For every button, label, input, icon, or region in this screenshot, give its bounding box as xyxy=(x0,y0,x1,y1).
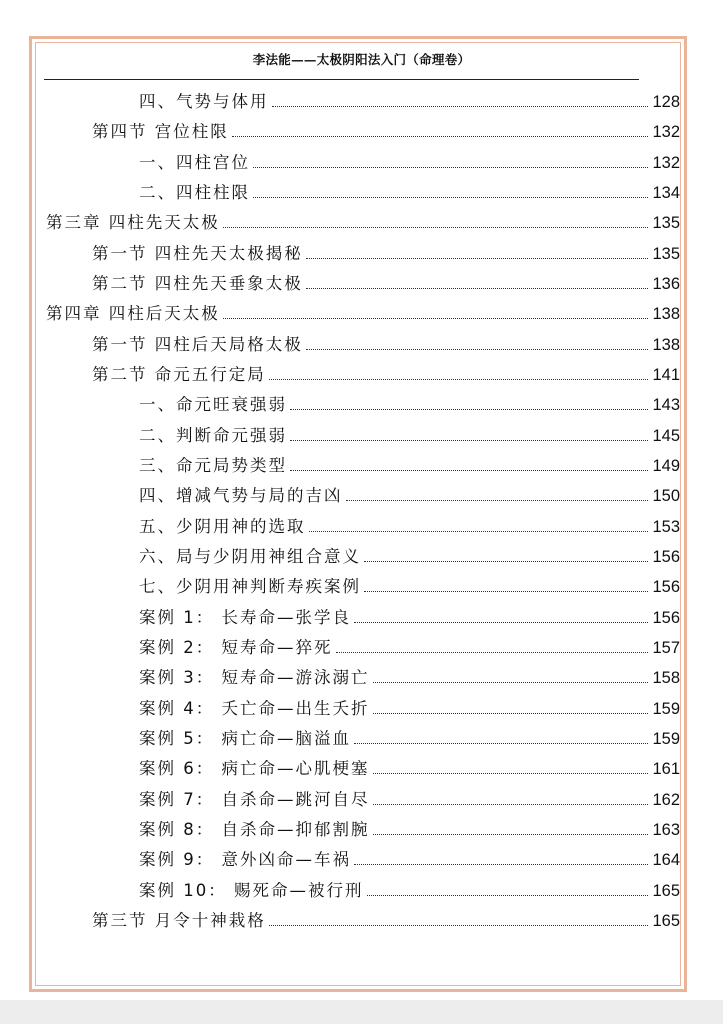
toc-entry-page-number: 162 xyxy=(652,790,680,809)
toc-entry-title: 案例 1： 长寿命—张学良 xyxy=(139,607,351,627)
toc-entry[interactable] xyxy=(139,571,680,597)
running-header: 李法能——太极阴阳法入门（命理卷） xyxy=(252,52,471,67)
toc-entry-page-number: 150 xyxy=(652,487,680,506)
toc-entry-page-number: 145 xyxy=(652,426,680,445)
toc-entry-page-number: 138 xyxy=(652,305,680,324)
toc-entry-title: 五、少阴用神的选取 xyxy=(139,516,306,536)
toc-entry-title: 三、命元局势类型 xyxy=(139,455,287,475)
toc-entry-title: 案例 2： 短寿命—猝死 xyxy=(139,637,333,657)
toc-entry-page-number: 132 xyxy=(652,153,680,172)
toc-entry-page-number: 161 xyxy=(652,760,680,779)
toc-entry-title: 第一节 四柱后天局格太极 xyxy=(92,334,303,354)
toc-entry[interactable] xyxy=(139,177,680,203)
toc-entry-title: 第三章 四柱先天太极 xyxy=(46,213,220,233)
toc-dot-leader xyxy=(373,709,649,714)
toc-entry[interactable] xyxy=(46,207,680,233)
toc-dot-leader xyxy=(373,800,649,805)
toc-entry-page-number: 159 xyxy=(652,699,680,718)
toc-entry[interactable] xyxy=(139,723,680,749)
toc-dot-leader xyxy=(346,496,649,501)
toc-dot-leader xyxy=(306,345,649,350)
toc-entry[interactable] xyxy=(92,268,680,294)
toc-entry[interactable] xyxy=(139,147,680,173)
toc-dot-leader xyxy=(336,648,649,653)
toc-entry-page-number: 135 xyxy=(652,244,680,263)
toc-entry-title: 一、四柱宫位 xyxy=(139,152,250,172)
toc-dot-leader xyxy=(306,254,649,259)
toc-entry[interactable] xyxy=(139,632,680,658)
toc-entry-title: 第四节 宫位柱限 xyxy=(92,122,229,142)
toc-entry[interactable] xyxy=(139,389,680,415)
toc-entry-page-number: 134 xyxy=(652,183,680,202)
toc-entry[interactable] xyxy=(139,511,680,537)
toc-entry-page-number: 149 xyxy=(652,456,680,475)
toc-dot-leader xyxy=(272,102,649,107)
toc-entry-title: 第三节 月令十神栽格 xyxy=(92,910,266,930)
toc-entry[interactable] xyxy=(139,420,680,446)
toc-entry[interactable] xyxy=(139,480,680,506)
toc-dot-leader xyxy=(269,921,649,926)
toc-entry-page-number: 156 xyxy=(652,578,680,597)
toc-entry-page-number: 136 xyxy=(652,274,680,293)
toc-entry-page-number: 163 xyxy=(652,820,680,839)
toc-entry-title: 案例 9： 意外凶命—车祸 xyxy=(139,850,351,870)
toc-entry-page-number: 143 xyxy=(652,396,680,415)
toc-dot-leader xyxy=(290,466,648,471)
toc-dot-leader xyxy=(354,860,648,865)
toc-entry[interactable] xyxy=(139,875,680,901)
toc-entry[interactable] xyxy=(139,86,680,112)
header-rule xyxy=(44,79,639,80)
toc-entry-title: 案例 6： 病亡命—心肌梗塞 xyxy=(139,759,370,779)
toc-entry-title: 第四章 四柱后天太极 xyxy=(46,304,220,324)
toc-dot-leader xyxy=(290,436,648,441)
toc-entry-title: 七、少阴用神判断寿疾案例 xyxy=(139,577,361,597)
toc-entry[interactable] xyxy=(139,602,680,628)
toc-dot-leader xyxy=(373,830,649,835)
toc-entry-page-number: 157 xyxy=(652,638,680,657)
toc-dot-leader xyxy=(373,769,649,774)
toc-dot-leader xyxy=(354,739,648,744)
toc-entry-title: 第二节 四柱先天垂象太极 xyxy=(92,273,303,293)
toc-entry-title: 案例 3： 短寿命—游泳溺亡 xyxy=(139,668,370,688)
toc-dot-leader xyxy=(367,891,649,896)
toc-entry-page-number: 165 xyxy=(652,881,680,900)
toc-dot-leader xyxy=(269,375,649,380)
toc-dot-leader xyxy=(232,132,649,137)
toc-entry[interactable] xyxy=(92,359,680,385)
toc-entry-title: 案例 10： 赐死命—被行刑 xyxy=(139,880,364,900)
toc-entry-page-number: 156 xyxy=(652,608,680,627)
toc-entry-title: 四、气势与体用 xyxy=(139,92,269,111)
toc-dot-leader xyxy=(223,314,649,319)
toc-entry-title: 第二节 命元五行定局 xyxy=(92,364,266,384)
toc-entry-title: 四、增减气势与局的吉凶 xyxy=(139,486,343,506)
toc-entry-title: 第一节 四柱先天太极揭秘 xyxy=(92,243,303,263)
toc-entry[interactable] xyxy=(46,298,680,324)
toc-entry[interactable] xyxy=(139,844,680,870)
toc-dot-leader xyxy=(364,557,648,562)
toc-entry-page-number: 141 xyxy=(652,365,680,384)
toc-entry-title: 案例 7： 自杀命—跳河自尽 xyxy=(139,789,370,809)
toc-entry[interactable] xyxy=(92,116,680,142)
toc-entry-page-number: 128 xyxy=(652,93,680,111)
toc-entry[interactable] xyxy=(92,238,680,264)
toc-dot-leader xyxy=(373,678,649,683)
toc-entry-title: 案例 4： 夭亡命—出生夭折 xyxy=(139,698,370,718)
toc-entry[interactable] xyxy=(139,753,680,779)
toc-entry[interactable] xyxy=(139,662,680,688)
toc-entry[interactable] xyxy=(92,329,680,355)
toc-entry[interactable] xyxy=(139,541,680,567)
toc-entry[interactable] xyxy=(92,905,680,931)
bottom-strip xyxy=(0,1000,723,1024)
toc-entry-title: 二、判断命元强弱 xyxy=(139,425,287,445)
toc-dot-leader xyxy=(364,587,648,592)
toc-entry-page-number: 158 xyxy=(652,669,680,688)
toc-dot-leader xyxy=(223,223,649,228)
toc-entry-title: 二、四柱柱限 xyxy=(139,182,250,202)
toc-entry[interactable] xyxy=(139,693,680,719)
toc-dot-leader xyxy=(253,163,648,168)
toc-dot-leader xyxy=(306,284,649,289)
toc-entry-page-number: 156 xyxy=(652,547,680,566)
toc-dot-leader xyxy=(253,193,648,198)
toc-dot-leader xyxy=(309,527,649,532)
toc-entry[interactable] xyxy=(139,784,680,810)
toc-entry-page-number: 165 xyxy=(652,911,680,930)
toc-dot-leader xyxy=(290,405,648,410)
toc-entry[interactable] xyxy=(139,450,680,476)
toc-dot-leader xyxy=(354,618,648,623)
toc-entry-title: 一、命元旺衰强弱 xyxy=(139,395,287,415)
toc-entry-title: 案例 8： 自杀命—抑郁割腕 xyxy=(139,819,370,839)
toc-entry-page-number: 164 xyxy=(652,851,680,870)
toc-entry-title: 案例 5： 病亡命—脑溢血 xyxy=(139,728,351,748)
toc-entry-page-number: 153 xyxy=(652,517,680,536)
toc-entry-title: 六、局与少阴用神组合意义 xyxy=(139,546,361,566)
toc-entry-page-number: 132 xyxy=(652,123,680,142)
toc-entry[interactable] xyxy=(139,814,680,840)
toc-entry-page-number: 159 xyxy=(652,729,680,748)
toc-entry-page-number: 135 xyxy=(652,214,680,233)
toc-entry-page-number: 138 xyxy=(652,335,680,354)
